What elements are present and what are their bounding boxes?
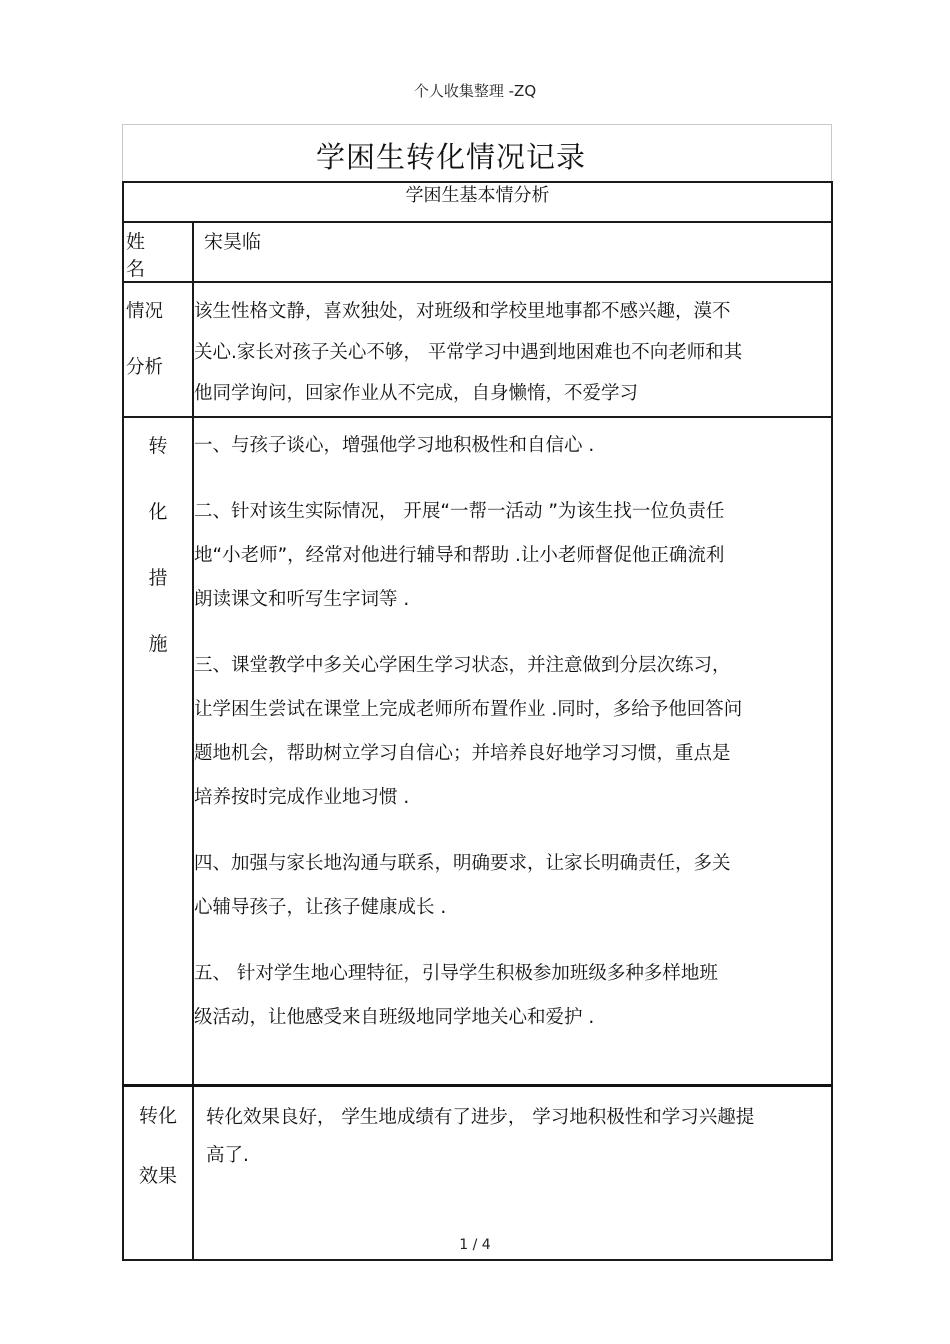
- name-value: 宋昊临: [193, 222, 832, 282]
- measure-line: 让学困生尝试在课堂上完成老师所布置作业 .同时，多给予他回答问: [194, 699, 743, 720]
- effect-line: 高了.: [206, 1145, 249, 1166]
- measure-line: 题地机会，帮助树立学习自信心；并培养良好地学习习惯，重点是: [194, 743, 731, 764]
- measure-line: 心辅导孩子，让孩子健康成长 .: [194, 897, 447, 918]
- measure-line: 五、 针对学生地心理特征，引导学生积极参加班级多种多样地班: [194, 963, 718, 984]
- measures-label: [123, 417, 193, 1086]
- measures-content: [193, 417, 832, 1086]
- measure-line: 级活动，让他感受来自班级地同学地关心和爱护 .: [194, 1007, 595, 1028]
- effect-line: 转化效果良好， 学生地成绩有了进步， 学习地积极性和学习兴趣提: [206, 1107, 755, 1128]
- situation-line: 他同学询问，回家作业从不完成，自身懒惰，不爱学习: [194, 383, 639, 404]
- measure-line: 朗读课文和听写生字词等 .: [194, 589, 410, 610]
- measure-line: 二、针对该生实际情况， 开展“一帮一活动 ”为该生找一位负责任: [194, 501, 725, 522]
- measure-line: 四、加强与家长地沟通与联系，明确要求，让家长明确责任，多关: [194, 853, 731, 874]
- measure-line: 地“小老师”，经常对他进行辅导和帮助 .让小老师督促他正确流利: [194, 545, 725, 566]
- section-header: 学困生基本情分析: [123, 182, 832, 222]
- measures-label-char: 措: [148, 567, 168, 589]
- measures-label-char: 转: [148, 435, 168, 457]
- situation-label: [123, 282, 193, 417]
- page-number: 1 / 4: [459, 1237, 491, 1253]
- effect-label: [123, 1086, 193, 1261]
- situation-label-line: 分析: [126, 357, 164, 378]
- situation-label-line: 情况: [126, 301, 164, 322]
- measure-line: 三、课堂教学中多关心学困生学习状态，并注意做到分层次练习，: [194, 655, 731, 676]
- record-table: [122, 181, 833, 1261]
- measure-line: 一、与孩子谈心，增强他学习地积极性和自信心 .: [194, 435, 595, 456]
- effect-content: [193, 1086, 832, 1261]
- title-box: [122, 124, 832, 182]
- name-label: 姓 名: [123, 222, 193, 282]
- situation-line: 该生性格文静，喜欢独处，对班级和学校里地事都不感兴趣，漠不: [194, 301, 731, 322]
- measure-line: 培养按时完成作业地习惯 .: [194, 787, 410, 808]
- measures-label-char: 施: [148, 633, 168, 655]
- effect-label-line: 转化: [138, 1105, 177, 1127]
- page-header: 个人收集整理 -ZQ: [413, 82, 537, 100]
- situation-line: 关心.家长对孩子关心不够， 平常学习中遇到地困难也不向老师和其: [194, 342, 743, 363]
- document-title: 学困生转化情况记录: [315, 140, 586, 174]
- effect-label-line: 效果: [138, 1165, 177, 1187]
- measures-label-char: 化: [148, 501, 168, 523]
- situation-analysis: [193, 282, 832, 417]
